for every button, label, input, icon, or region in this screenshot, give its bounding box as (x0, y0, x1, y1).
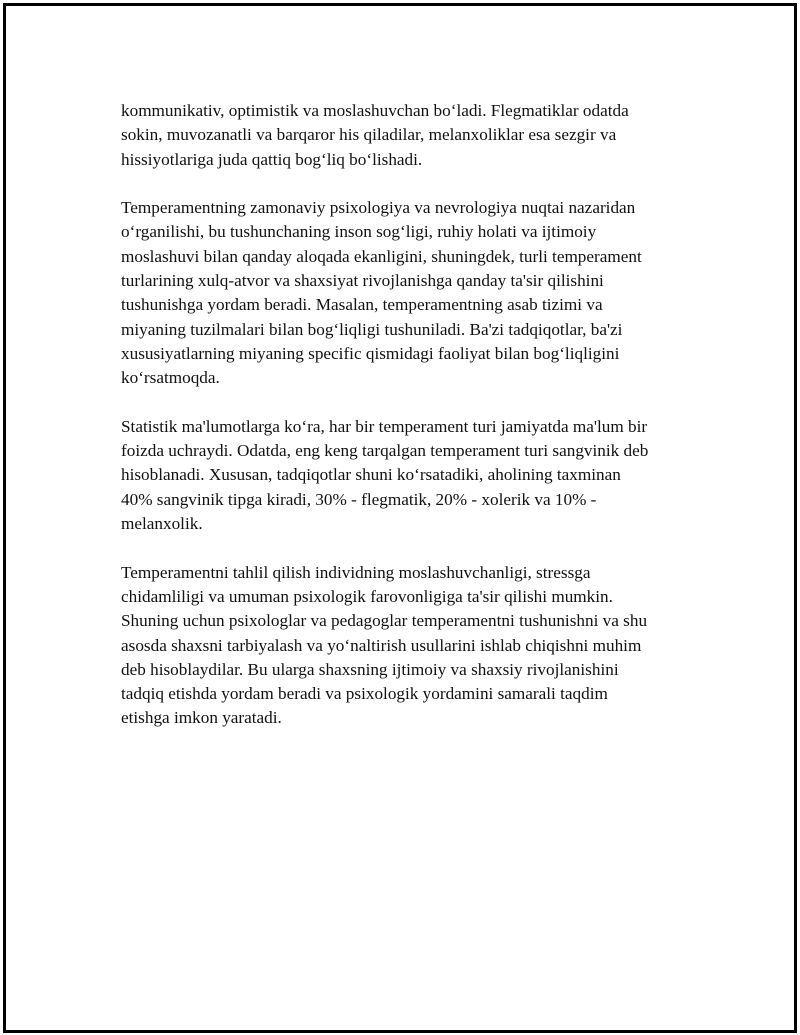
text-line: miyaning tuzilmalari bilan bog‘liqligi tushuniladi. Ba'zi tadqiqotlar, ba'zi (121, 319, 623, 339)
paragraph-1 (121, 99, 701, 172)
text-line: hisoblanadi. Xususan, tadqiqotlar shuni ko‘rsatadiki, aholining taxminan (121, 465, 621, 485)
text-line: hissiyotlariga juda qattiq bog‘liq bo‘lishadi. (121, 149, 423, 169)
text-line: xususiyatlarning miyaning specific qismidagi faoliyat bilan bog‘liqligini (121, 343, 620, 363)
text-line: etishga imkon yaratadi. (121, 708, 282, 728)
text-line: foizda uchraydi. Odatda, eng keng tarqalgan temperament turi sangvinik deb (121, 441, 649, 461)
text-line: chidamliligi va umuman psixologik farovonligiga ta'sir qilishi mumkin. (121, 586, 613, 606)
text-line: Statistik ma'lumotlarga ko‘ra, har bir temperament turi jamiyatda ma'lum bir (121, 416, 648, 436)
text-line: Temperamentning zamonaviy psixologiya va nevrologiya nuqtai nazaridan (121, 198, 636, 218)
text-line: Temperamentni tahlil qilish individning moslashuvchanligi, stressga (121, 562, 591, 582)
paragraph-2 (121, 196, 701, 390)
text-line: o‘rganilishi, bu tushunchaning inson sog‘ligi, ruhiy holati va ijtimoiy (121, 222, 597, 242)
text-line: 40% sangvinik tipga kiradi, 30% - flegmatik, 20% - xolerik va 10% - (121, 489, 597, 509)
text-line: ko‘rsatmoqda. (121, 368, 220, 388)
document-body (121, 99, 701, 755)
text-line: moslashuvi bilan qanday aloqada ekanligini, shuningdek, turli temperament (121, 246, 642, 266)
text-line: sokin, muvozanatli va barqaror his qiladilar, melanxoliklar esa sezgir va (121, 125, 617, 145)
page-frame (3, 3, 797, 1033)
text-line: asosda shaxsni tarbiyalash va yo‘naltirish usullarini ishlab chiqishni muhim (121, 635, 642, 655)
paragraph-4 (121, 561, 701, 731)
text-line: kommunikativ, optimistik va moslashuvchan bo‘ladi. Flegmatiklar odatda (121, 101, 629, 120)
text-line: tushunishga yordam beradi. Masalan, temperamentning asab tizimi va (121, 295, 603, 315)
text-line: tadqiq etishda yordam beradi va psixologik yordamini samarali taqdim (121, 684, 608, 704)
text-line: turlarining xulq-atvor va shaxsiyat rivojlanishga qanday ta'sir qilishini (121, 271, 604, 291)
text-line: deb hisoblaydilar. Bu ularga shaxsning ijtimoiy va shaxsiy rivojlanishini (121, 659, 619, 679)
paragraph-3 (121, 415, 701, 536)
text-line: melanxolik. (121, 514, 203, 534)
text-line: Shuning uchun psixologlar va pedagoglar temperamentni tushunishni va shu (121, 611, 648, 631)
